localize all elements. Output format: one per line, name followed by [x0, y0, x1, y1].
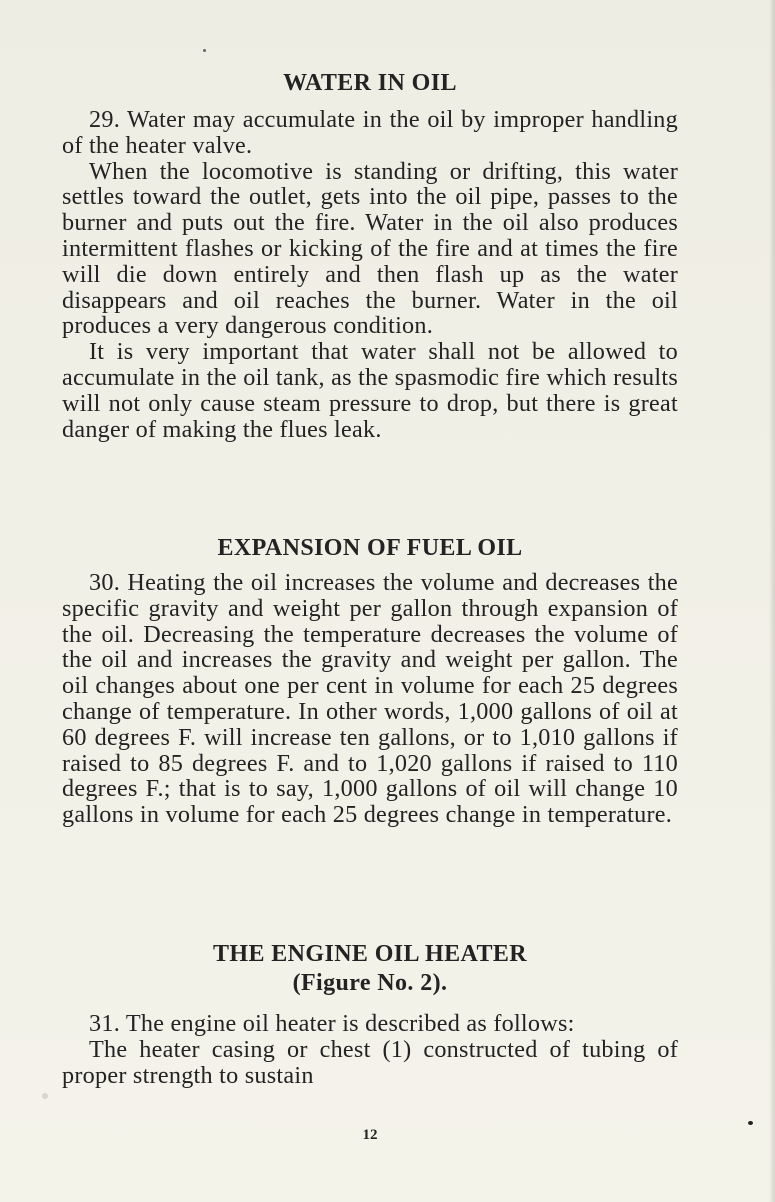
figure-reference: (Figure No. 2).: [292, 970, 448, 996]
section-body-engine-oil-heater: [62, 1011, 678, 1088]
section-body-expansion: [62, 570, 678, 828]
section-body-water-in-oil: [62, 107, 678, 442]
print-speck: [203, 49, 206, 52]
paragraph-30: 30. Heating the oil increases the volume and decreases the specific gravity and weight per gallon through expansion of the oil. Decreasing the temperature decreases the volume of the oil and increases the gravity and weight per gallon. The oil changes about one per cent in volume for each 25 degrees change of temperature. In other words, 1,000 gallons of oil at 60 degrees F. will increase ten gallons, or to 1,010 gallons if raised to 85 degrees F. and to 1,020 gallons if raised to 110 degrees F.; that is to say, 1,000 gallons of oil will change 10 gallons in volume for each 25 degrees change in temperature.: [62, 569, 678, 829]
paragraph-heater-casing: The heater casing or chest (1) constructed of tubing of proper strength to sustain: [62, 1035, 678, 1089]
section-heading-engine-oil-heater: THE ENGINE OIL HEATER: [212, 941, 528, 967]
page-number: 12: [362, 1127, 378, 1143]
paragraph-water-locomotive: When the locomotive is standing or drifting, this water settles toward the outlet, gets into the oil pipe, passes to the burner and puts out the fire. Water in the oil also produces intermittent flashes or kicking of the fire and at times the fire will die down entirely and then flash up as the water disappears and oil reaches the burner. Water in the oil produces a very dangerous condition.: [62, 157, 678, 340]
paragraph-water-important: It is very important that water shall not be allowed to accumulate in the oil tank, as the spasmodic fire which results will not only cause steam pressure to drop, but there is great danger of making the flues leak.: [62, 338, 678, 443]
paragraph-31: 31. The engine oil heater is described as follows:: [89, 1010, 575, 1037]
page-edge-shadow: [769, 0, 775, 1202]
print-speck: [42, 1093, 48, 1099]
paragraph-29: 29. Water may accumulate in the oil by improper handling of the heater valve.: [62, 106, 678, 159]
section-heading-water-in-oil: WATER IN OIL: [283, 70, 457, 96]
print-speck: [748, 1121, 753, 1125]
section-heading-expansion-of-fuel-oil: EXPANSION OF FUEL OIL: [217, 535, 523, 561]
